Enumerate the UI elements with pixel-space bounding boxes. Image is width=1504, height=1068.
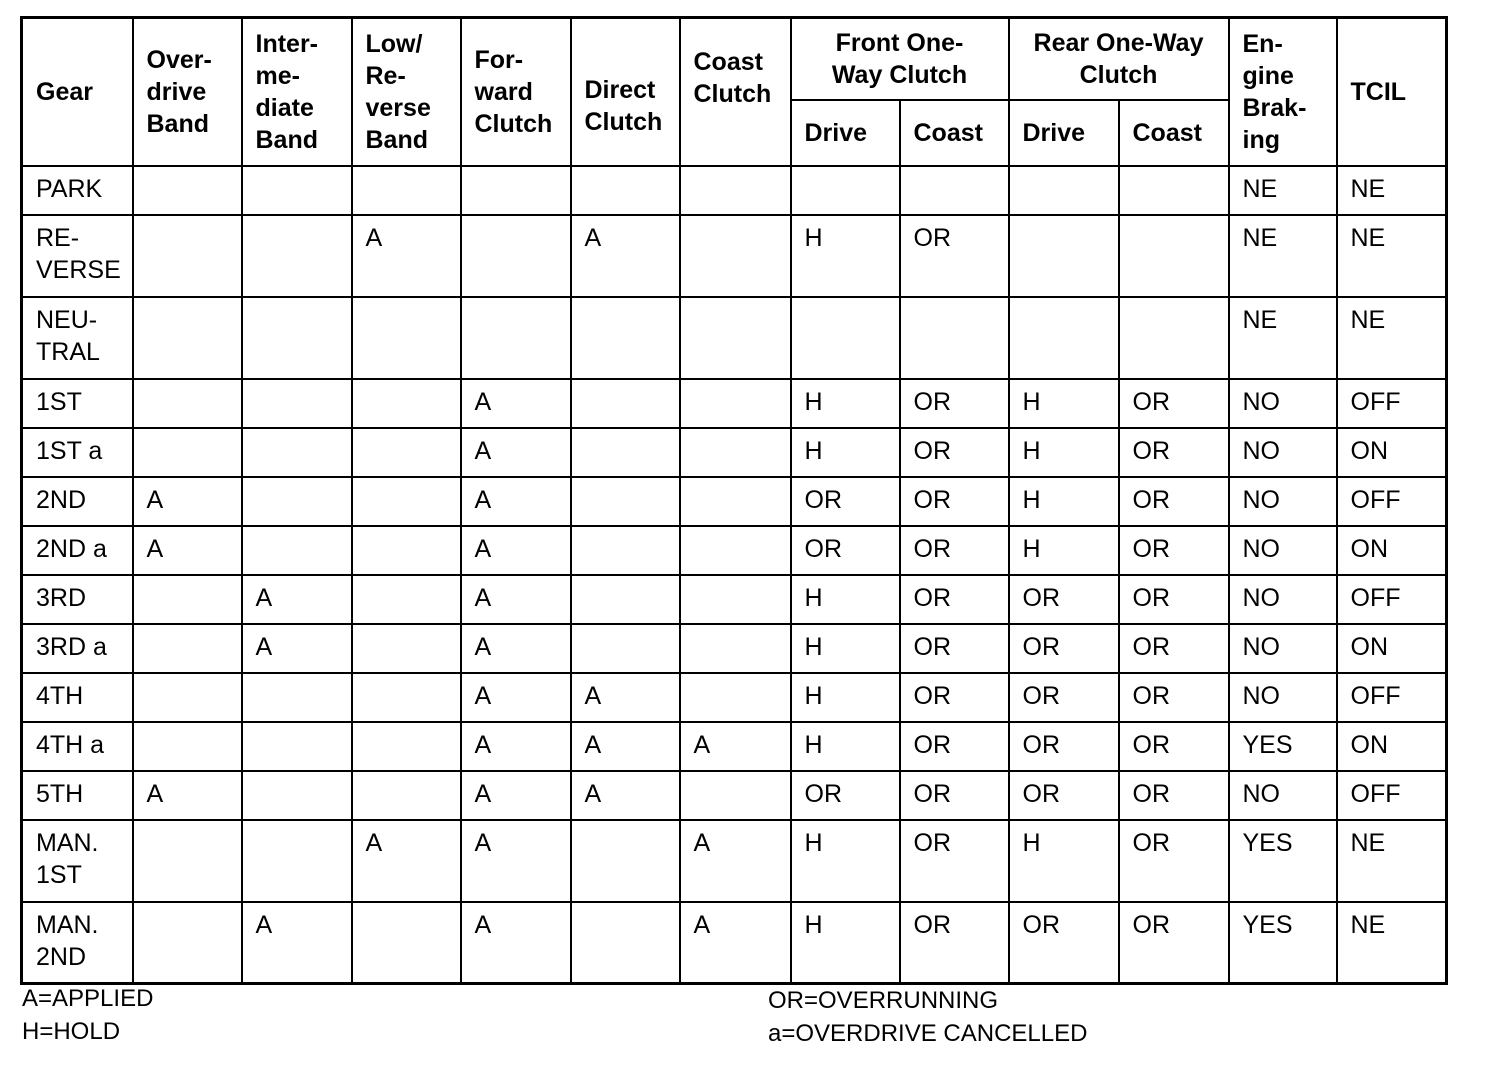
cell-low-reverse-band	[352, 166, 461, 215]
cell-engine-braking: NO	[1229, 526, 1337, 575]
cell-coast-clutch	[680, 526, 791, 575]
table-row	[22, 722, 1447, 771]
cell-tcil: ON	[1337, 624, 1447, 673]
table-row	[22, 477, 1447, 526]
header-intermediate-band: Inter- me- diate Band	[242, 18, 352, 166]
cell-rear-drive: OR	[1009, 673, 1119, 722]
cell-gear: 4TH	[22, 673, 133, 722]
cell-front-drive: H	[791, 575, 900, 624]
cell-tcil: NE	[1337, 297, 1447, 379]
cell-intermediate-band	[242, 379, 352, 428]
cell-low-reverse-band	[352, 902, 461, 984]
table-row	[22, 526, 1447, 575]
cell-front-coast: OR	[900, 673, 1009, 722]
cell-engine-braking: NE	[1229, 297, 1337, 379]
cell-gear: 3RD	[22, 575, 133, 624]
cell-gear: 3RD a	[22, 624, 133, 673]
table-body	[22, 166, 1447, 984]
cell-coast-clutch	[680, 166, 791, 215]
cell-front-coast	[900, 166, 1009, 215]
cell-gear: 1ST a	[22, 428, 133, 477]
cell-direct-clutch	[571, 902, 680, 984]
cell-forward-clutch	[461, 297, 571, 379]
cell-rear-drive: OR	[1009, 722, 1119, 771]
cell-front-drive: H	[791, 215, 900, 297]
header-front-one-way-clutch: Front One- Way Clutch	[791, 18, 1009, 100]
cell-forward-clutch: A	[461, 575, 571, 624]
header-rear-one-way-clutch: Rear One-Way Clutch	[1009, 18, 1229, 100]
cell-direct-clutch: A	[571, 215, 680, 297]
legend-overrunning: OR=OVERRUNNING	[768, 987, 999, 1014]
cell-overdrive-band	[133, 722, 242, 771]
cell-low-reverse-band	[352, 428, 461, 477]
cell-coast-clutch	[680, 575, 791, 624]
cell-low-reverse-band: A	[352, 215, 461, 297]
table-row	[22, 575, 1447, 624]
cell-forward-clutch: A	[461, 673, 571, 722]
legend-overdrive-cancelled: a=OVERDRIVE CANCELLED	[768, 1020, 1088, 1047]
cell-rear-coast: OR	[1119, 379, 1229, 428]
cell-coast-clutch: A	[680, 722, 791, 771]
cell-tcil: OFF	[1337, 771, 1447, 820]
cell-low-reverse-band	[352, 624, 461, 673]
cell-coast-clutch	[680, 379, 791, 428]
cell-rear-coast: OR	[1119, 477, 1229, 526]
cell-overdrive-band	[133, 902, 242, 984]
table-row	[22, 771, 1447, 820]
cell-rear-drive: H	[1009, 428, 1119, 477]
cell-low-reverse-band	[352, 526, 461, 575]
cell-gear: MAN. 2ND	[22, 902, 133, 984]
cell-forward-clutch: A	[461, 902, 571, 984]
cell-front-coast: OR	[900, 624, 1009, 673]
cell-forward-clutch: A	[461, 624, 571, 673]
cell-overdrive-band: A	[133, 477, 242, 526]
cell-front-drive: H	[791, 722, 900, 771]
cell-rear-drive: H	[1009, 820, 1119, 902]
cell-tcil: OFF	[1337, 379, 1447, 428]
cell-tcil: NE	[1337, 215, 1447, 297]
cell-overdrive-band	[133, 673, 242, 722]
cell-coast-clutch	[680, 477, 791, 526]
cell-forward-clutch: A	[461, 820, 571, 902]
cell-front-drive	[791, 297, 900, 379]
header-forward-clutch: For- ward Clutch	[461, 18, 571, 166]
cell-coast-clutch: A	[680, 820, 791, 902]
cell-front-coast: OR	[900, 820, 1009, 902]
cell-rear-coast: OR	[1119, 902, 1229, 984]
cell-forward-clutch: A	[461, 771, 571, 820]
cell-rear-drive	[1009, 215, 1119, 297]
cell-intermediate-band	[242, 166, 352, 215]
cell-front-coast: OR	[900, 902, 1009, 984]
cell-front-coast: OR	[900, 526, 1009, 575]
cell-rear-coast: OR	[1119, 526, 1229, 575]
cell-overdrive-band	[133, 575, 242, 624]
cell-tcil: OFF	[1337, 575, 1447, 624]
cell-coast-clutch	[680, 771, 791, 820]
cell-intermediate-band	[242, 428, 352, 477]
cell-front-coast: OR	[900, 428, 1009, 477]
cell-front-coast: OR	[900, 215, 1009, 297]
cell-coast-clutch	[680, 297, 791, 379]
cell-tcil: ON	[1337, 428, 1447, 477]
cell-tcil: NE	[1337, 902, 1447, 984]
header-front-drive: Drive	[791, 100, 900, 166]
table-row	[22, 379, 1447, 428]
header-engine-braking: En- gine Brak- ing	[1229, 18, 1337, 166]
cell-rear-coast: OR	[1119, 722, 1229, 771]
cell-direct-clutch	[571, 428, 680, 477]
cell-rear-coast: OR	[1119, 771, 1229, 820]
cell-low-reverse-band	[352, 379, 461, 428]
cell-coast-clutch	[680, 673, 791, 722]
cell-engine-braking: NO	[1229, 477, 1337, 526]
cell-front-drive: H	[791, 902, 900, 984]
table-row	[22, 820, 1447, 902]
table-row	[22, 902, 1447, 984]
cell-tcil: ON	[1337, 526, 1447, 575]
cell-low-reverse-band	[352, 477, 461, 526]
cell-engine-braking: NO	[1229, 673, 1337, 722]
header-tcil: TCIL	[1337, 18, 1447, 166]
gear-application-table	[20, 16, 1448, 985]
cell-rear-drive: H	[1009, 477, 1119, 526]
cell-gear: PARK	[22, 166, 133, 215]
cell-rear-coast: OR	[1119, 575, 1229, 624]
cell-direct-clutch	[571, 166, 680, 215]
cell-engine-braking: YES	[1229, 820, 1337, 902]
cell-front-drive: H	[791, 820, 900, 902]
cell-engine-braking: NE	[1229, 215, 1337, 297]
table-header	[22, 18, 1447, 166]
cell-front-drive	[791, 166, 900, 215]
cell-intermediate-band	[242, 722, 352, 771]
cell-front-drive: OR	[791, 771, 900, 820]
cell-rear-drive: OR	[1009, 624, 1119, 673]
header-front-coast: Coast	[900, 100, 1009, 166]
cell-gear: 4TH a	[22, 722, 133, 771]
cell-intermediate-band: A	[242, 624, 352, 673]
header-low-reverse-band: Low/ Re- verse Band	[352, 18, 461, 166]
cell-coast-clutch	[680, 624, 791, 673]
cell-direct-clutch	[571, 526, 680, 575]
cell-rear-drive	[1009, 297, 1119, 379]
cell-overdrive-band	[133, 624, 242, 673]
cell-gear: 1ST	[22, 379, 133, 428]
cell-front-drive: OR	[791, 477, 900, 526]
cell-low-reverse-band	[352, 771, 461, 820]
cell-rear-drive: OR	[1009, 902, 1119, 984]
cell-direct-clutch: A	[571, 722, 680, 771]
cell-rear-coast: OR	[1119, 624, 1229, 673]
cell-direct-clutch: A	[571, 673, 680, 722]
cell-rear-coast: OR	[1119, 820, 1229, 902]
cell-rear-drive: OR	[1009, 771, 1119, 820]
cell-gear: 5TH	[22, 771, 133, 820]
cell-rear-coast	[1119, 297, 1229, 379]
cell-tcil: NE	[1337, 166, 1447, 215]
cell-forward-clutch: A	[461, 722, 571, 771]
cell-overdrive-band	[133, 428, 242, 477]
cell-rear-drive: OR	[1009, 575, 1119, 624]
header-direct-clutch: Direct Clutch	[571, 18, 680, 166]
cell-intermediate-band	[242, 215, 352, 297]
cell-forward-clutch: A	[461, 526, 571, 575]
cell-rear-drive: H	[1009, 526, 1119, 575]
cell-engine-braking: NE	[1229, 166, 1337, 215]
cell-direct-clutch	[571, 575, 680, 624]
cell-tcil: OFF	[1337, 477, 1447, 526]
cell-front-coast: OR	[900, 477, 1009, 526]
cell-direct-clutch	[571, 297, 680, 379]
header-rear-coast: Coast	[1119, 100, 1229, 166]
cell-direct-clutch	[571, 624, 680, 673]
cell-front-drive: H	[791, 379, 900, 428]
cell-overdrive-band	[133, 166, 242, 215]
cell-intermediate-band	[242, 526, 352, 575]
cell-engine-braking: NO	[1229, 624, 1337, 673]
cell-front-drive: H	[791, 624, 900, 673]
cell-low-reverse-band	[352, 297, 461, 379]
cell-forward-clutch: A	[461, 428, 571, 477]
cell-overdrive-band	[133, 379, 242, 428]
cell-engine-braking: NO	[1229, 428, 1337, 477]
header-coast-clutch: Coast Clutch	[680, 18, 791, 166]
cell-overdrive-band: A	[133, 526, 242, 575]
cell-tcil: NE	[1337, 820, 1447, 902]
cell-gear: 2ND	[22, 477, 133, 526]
cell-low-reverse-band: A	[352, 820, 461, 902]
table-row	[22, 624, 1447, 673]
cell-coast-clutch	[680, 215, 791, 297]
cell-forward-clutch: A	[461, 379, 571, 428]
cell-forward-clutch: A	[461, 477, 571, 526]
cell-tcil: OFF	[1337, 673, 1447, 722]
cell-overdrive-band	[133, 820, 242, 902]
cell-gear: MAN. 1ST	[22, 820, 133, 902]
cell-rear-coast	[1119, 215, 1229, 297]
cell-intermediate-band	[242, 297, 352, 379]
cell-intermediate-band: A	[242, 902, 352, 984]
cell-rear-coast: OR	[1119, 673, 1229, 722]
header-rear-drive: Drive	[1009, 100, 1119, 166]
cell-direct-clutch: A	[571, 771, 680, 820]
legend-left	[22, 982, 153, 1048]
cell-low-reverse-band	[352, 575, 461, 624]
cell-low-reverse-band	[352, 673, 461, 722]
cell-front-coast	[900, 297, 1009, 379]
cell-rear-drive	[1009, 166, 1119, 215]
cell-engine-braking: NO	[1229, 575, 1337, 624]
cell-engine-braking: NO	[1229, 379, 1337, 428]
cell-intermediate-band	[242, 673, 352, 722]
legend-applied: A=APPLIED	[22, 985, 154, 1012]
cell-front-drive: H	[791, 673, 900, 722]
cell-rear-drive: H	[1009, 379, 1119, 428]
cell-forward-clutch	[461, 215, 571, 297]
cell-front-coast: OR	[900, 575, 1009, 624]
cell-direct-clutch	[571, 477, 680, 526]
cell-forward-clutch	[461, 166, 571, 215]
cell-front-coast: OR	[900, 722, 1009, 771]
cell-engine-braking: NO	[1229, 771, 1337, 820]
cell-overdrive-band	[133, 215, 242, 297]
cell-coast-clutch	[680, 428, 791, 477]
cell-intermediate-band	[242, 771, 352, 820]
cell-gear: 2ND a	[22, 526, 133, 575]
legend-hold: H=HOLD	[22, 1018, 121, 1045]
cell-direct-clutch	[571, 820, 680, 902]
cell-intermediate-band	[242, 820, 352, 902]
table-row	[22, 166, 1447, 215]
table-row	[22, 428, 1447, 477]
table-row	[22, 673, 1447, 722]
header-overdrive-band: Over- drive Band	[133, 18, 242, 166]
cell-front-drive: OR	[791, 526, 900, 575]
cell-front-coast: OR	[900, 771, 1009, 820]
cell-overdrive-band: A	[133, 771, 242, 820]
cell-rear-coast	[1119, 166, 1229, 215]
cell-overdrive-band	[133, 297, 242, 379]
cell-gear: RE- VERSE	[22, 215, 133, 297]
cell-rear-coast: OR	[1119, 428, 1229, 477]
cell-direct-clutch	[571, 379, 680, 428]
legend-right	[768, 984, 1087, 1050]
cell-engine-braking: YES	[1229, 722, 1337, 771]
cell-front-coast: OR	[900, 379, 1009, 428]
cell-low-reverse-band	[352, 722, 461, 771]
cell-tcil: ON	[1337, 722, 1447, 771]
table-row	[22, 215, 1447, 297]
cell-intermediate-band: A	[242, 575, 352, 624]
table-row	[22, 297, 1447, 379]
cell-front-drive: H	[791, 428, 900, 477]
cell-intermediate-band	[242, 477, 352, 526]
header-gear: Gear	[22, 18, 133, 166]
cell-gear: NEU- TRAL	[22, 297, 133, 379]
cell-coast-clutch: A	[680, 902, 791, 984]
cell-engine-braking: YES	[1229, 902, 1337, 984]
